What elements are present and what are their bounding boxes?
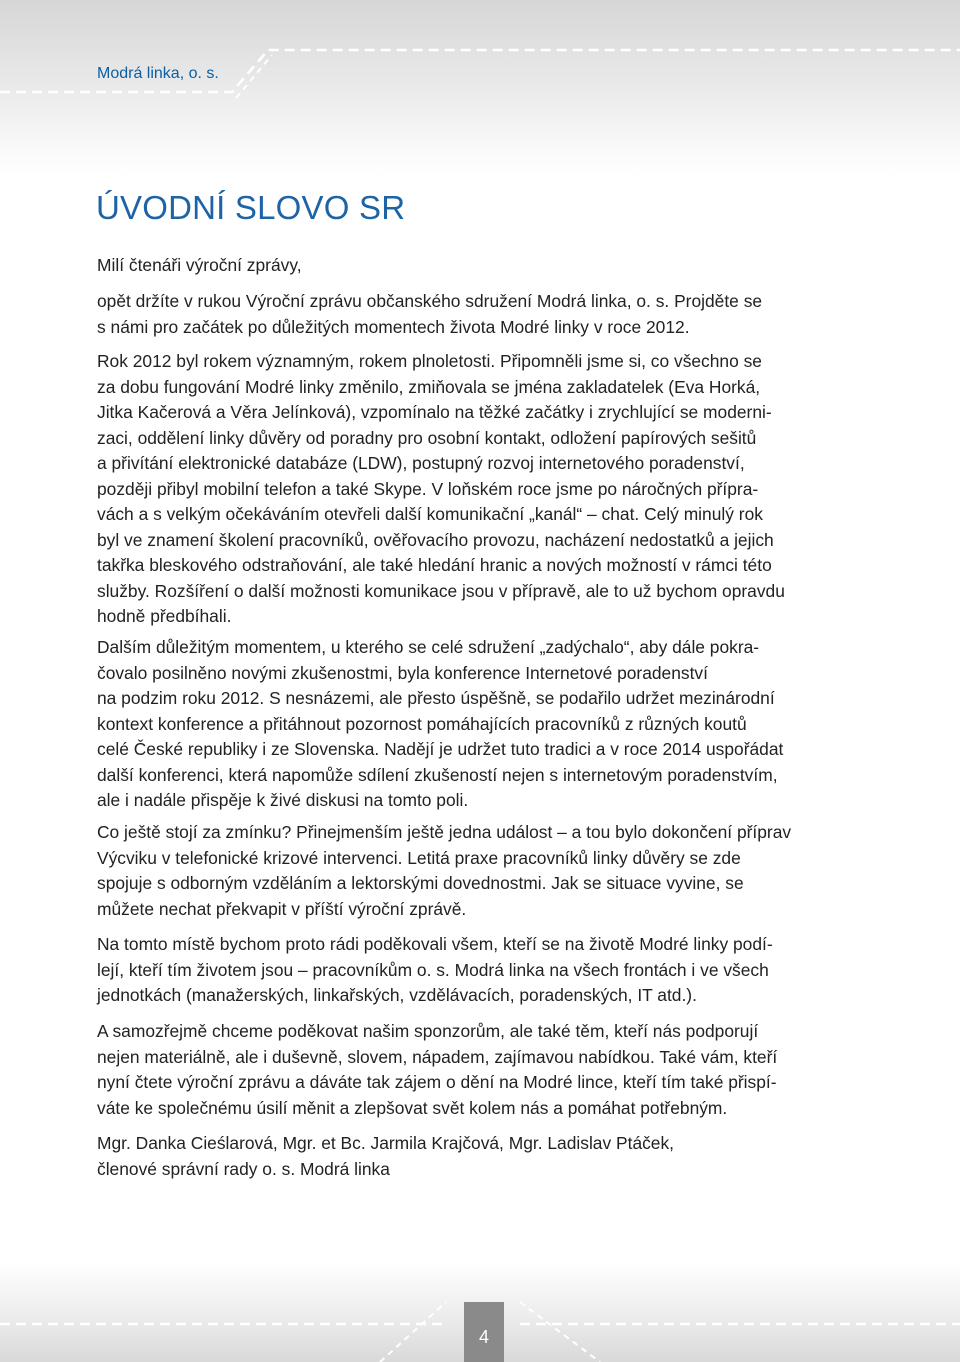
paragraph-anniversary [97,349,872,630]
text-line: další konferenci, která napomůže sdílení zkušeností nejen s internetovým poradenstvím, [97,764,778,785]
text-line: takřka bleskového odstraňování, ale také hledání hranic a nových možností v rámci této [97,555,772,575]
text-line: a přivítání elektronické databáze (LDW), postupný rozvoj internetového poradenství, [97,453,745,473]
text-line: čovalo posilněno novými zkušenostmi, byla konference Internetové poradenství [97,662,708,683]
text-line: kontext konference a přitáhnout pozornost pomáhajících pracovníků z různých koutů [97,713,747,734]
text-line: služby. Rozšíření o další možnosti komunikace jsou v přípravě, ale to už bychom opravdu [97,580,785,601]
text-line: Dalším důležitým momentem, u kterého se celé sdružení „zadýchalo“, aby dále pokra- [97,637,760,657]
text-line: jednotkách (manažerských, linkařských, vzdělávacích, poradenských, IT atd.). [97,985,697,1005]
text-line: celé České republiky i ze Slovenska. Nadějí je udržet tuto tradici a v roce 2014 uspořádat [97,739,784,759]
text-line: nyní čtete výroční zprávu a dáváte tak zájem o dění na Modré lince, kteří tím také přispí- [97,1072,777,1092]
text-line: na podzim roku 2012. S nesnázemi, ale přesto úspěšně, se podařilo udržet mezinárodní [97,688,775,708]
text-line: Jitka Kačerová a Věra Jelínková), vzpomínalo na těžké začátky i zrychlující se moderni- [97,402,772,422]
paragraph-thanks-staff [97,932,872,1009]
text-line: můžete nechat překvapit v příští výroční zprávě. [97,898,467,919]
text-line: ale i nadále přispěje k živé diskusi na tomto poli. [97,790,469,810]
text-line: Rok 2012 byl rokem významným, rokem plnoletosti. Připomněli jsme si, co všechno se [97,351,762,371]
text-line: Na tomto místě bychom proto rádi poděkovali všem, kteří se na životě Modré linky podí- [97,934,773,954]
text-line: vách a s velkým očekáváním otevřeli další komunikační „kanál“ – chat. Celý minulý rok [97,504,763,524]
text-line: zaci, oddělení linky důvěry od poradny pro osobní kontakt, odložení papírových sešitů [97,427,757,448]
page-number: 4 [478,1327,489,1347]
signature-block [97,1131,872,1182]
text-line: za dobu fungování Modré linky změnilo, zmiňovala se jména zakladatelek (Eva Horká, [97,376,761,397]
text-line: lejí, kteří tím životem jsou – pracovníkům o. s. Modrá linka na všech frontách i ve všech [97,959,769,980]
page-title: ÚVODNÍ SLOVO SR [96,189,406,226]
text-line: nejen materiálně, ale i duševně, slovem, nápadem, zajímavou nabídkou. Také vám, kteří [97,1046,778,1067]
text-line: spojuje s odborným vzděláním a lektorskými dovednostmi. Jak se situace vyvine, se [97,873,744,893]
text-line: opět držíte v rukou Výroční zprávu občanského sdružení Modrá linka, o. s. Projděte se [97,291,763,311]
signatories-line: Mgr. Danka Cieślarová, Mgr. et Bc. Jarmila Krajčová, Mgr. Ladislav Ptáček, [97,1133,675,1153]
text-line: A samozřejmě chceme poděkovat našim sponzorům, ale také těm, kteří nás podporují [97,1021,759,1041]
text-line: Milí čtenáři výroční zprávy, [97,255,302,275]
header-dashed-decoration [0,0,960,175]
salutation [97,253,872,279]
signatories-role: členové správní rady o. s. Modrá linka [97,1158,390,1179]
text-line: později přibyl mobilní telefon a také Skype. V loňském roce jsme po náročných přípra- [97,478,759,499]
text-line: Výcviku v telefonické krizové intervenci. Letitá praxe pracovníků linky důvěry se zde [97,847,741,868]
paragraph-thanks-sponsors [97,1019,872,1121]
text-line: hodně předbíhali. [97,606,232,626]
paragraph-intro [97,289,872,340]
text-line: s námi pro začátek po důležitých momentech života Modré linky v roce 2012. [97,316,690,337]
paragraph-training [97,820,872,922]
text-line: Co ještě stojí za zmínku? Přinejmenším ještě jedna událost – a tou bylo dokončení příprav [97,822,792,842]
text-line: váte ke společnému úsilí měnit a zlepšovat svět kolem nás a pomáhat potřebným. [97,1097,728,1118]
text-line: byl ve znamení školení pracovníků, ověřovacího provozu, nacházení nedostatků a jejich [97,529,774,550]
paragraph-conference [97,635,872,814]
organization-name: Modrá linka, o. s. [97,65,219,82]
